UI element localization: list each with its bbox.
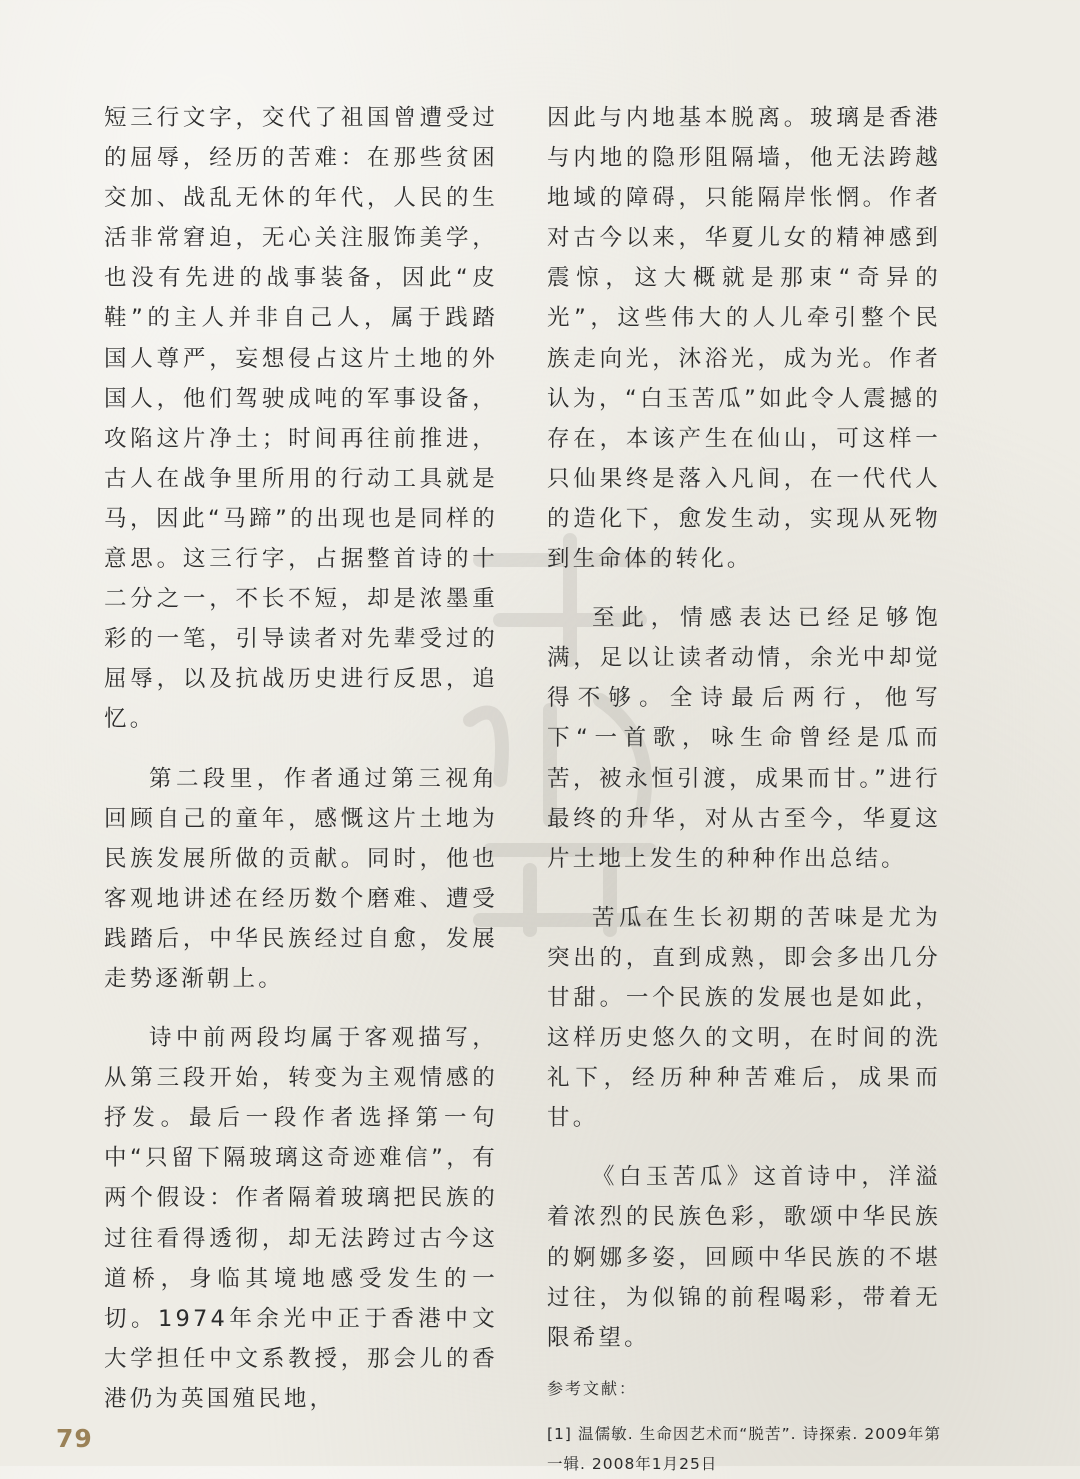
paragraph: 短三行文字，交代了祖国曾遭受过的屈辱，经历的苦难：在那些贫困交加、战乱无休的年代，人民的生活非常窘迫，无心关注服饰美学，也没有先进的战事装备，因此“皮鞋”的主人并非自己人，属于践踏国人尊严，妄想侵占这片土地的外国人，他们驾驶成吨的军事设备，攻陷这片净土；时间再往前推进，古人在战争里所用的行动工具就是马，因此“马蹄”的出现也是同样的意思。这三行字，占据整首诗的十二分之一，不长不短，却是浓墨重彩的一笔，引导读者对先辈受过的屈辱，以及抗战历史进行反思，追忆。 xyxy=(104,105,498,733)
right-column xyxy=(547,98,941,1479)
references-title: 参考文献： xyxy=(547,1378,638,1398)
paragraph: 诗中前两段均属于客观描写，从第三段开始，转变为主观情感的抒发。最后一段作者选择第一句中“只留下隔玻璃这奇迹难信”，有两个假设：作者隔着玻璃把民族的过往看得透彻，却无法跨过古今这道桥，身临其境地感受发生的一切。1974年余光中正于香港中文大学担任中文系教授，那会儿的香港仍为英国殖民地， xyxy=(104,1025,498,1412)
paragraph: 《白玉苦瓜》这首诗中，洋溢着浓烈的民族色彩，歌颂中华民族的婀娜多姿，回顾中华民族的不堪过往，为似锦的前程喝彩，带着无限希望。 xyxy=(547,1164,941,1351)
reference-item: [1] 温儒敏. 生命因艺术而“脱苦”. 诗探索. 2009年第一辑. 2008年1月25日 xyxy=(547,1424,941,1473)
paragraph: 因此与内地基本脱离。玻璃是香港与内地的隐形阻隔墙，他无法跨越地域的障碍，只能隔岸怅惘。作者对古今以来，华夏儿女的精神感到震惊，这大概就是那束“奇异的光”，这些伟大的人儿牵引整个民族走向光，沐浴光，成为光。作者认为，“白玉苦瓜”如此令人震撼的存在，本该产生在仙山，可这样一只仙果终是落入凡间，在一代代人的造化下，愈发生动，实现从死物到生命体的转化。 xyxy=(547,105,941,573)
page-number: 79 xyxy=(56,1424,93,1453)
paragraph: 苦瓜在生长初期的苦味是尤为突出的，直到成熟，即会多出几分甘甜。一个民族的发展也是如此，这样历史悠久的文明，在时间的洗礼下，经历种种苦难后，成果而甘。 xyxy=(547,904,941,1132)
left-column xyxy=(104,98,498,1438)
paragraph: 第二段里，作者通过第三视角回顾自己的童年，感慨这片土地为民族发展所做的贡献。同时，他也客观地讲述在经历数个磨难、遭受践踏后，中华民族经过自愈，发展走势逐渐朝上。 xyxy=(104,765,498,992)
paragraph: 至此，情感表达已经足够饱满，足以让读者动情，余光中却觉得不够。全诗最后两行，他写下“一首歌，咏生命曾经是瓜而苦，被永恒引渡，成果而甘。”进行最终的升华，对从古至今，华夏这片土地上发生的种种作出总结。 xyxy=(547,605,941,872)
